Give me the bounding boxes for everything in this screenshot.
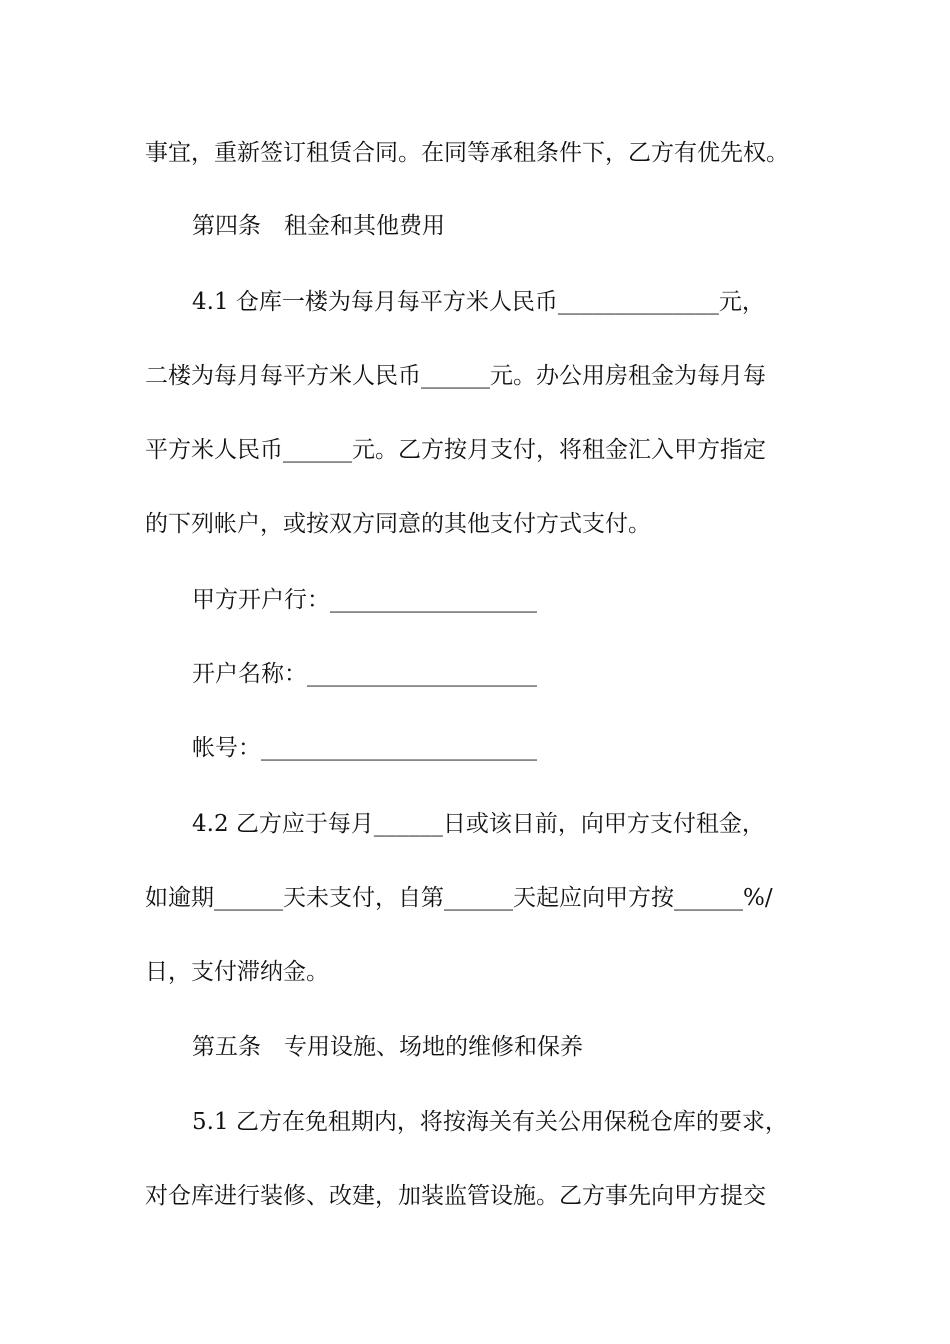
clause-4-1-line-3: 平方米人民币______元。乙方按月支付，将租金汇入甲方指定 [145,437,766,463]
clause-4-2-line-3: 日，支付滞纳金。 [145,959,329,985]
account-name-field: 开户名称：____________________ [192,661,537,687]
clause-5-1-line-2: 对仓库进行装修、改建，加装监管设施。乙方事先向甲方提交 [145,1183,766,1209]
clause-4-1-line-4: 的下列帐户，或按双方同意的其他支付方式支付。 [145,511,651,537]
account-number-field: 帐号：________________________ [192,735,537,761]
text-line-1: 事宜，重新签订租赁合同。在同等承租条件下，乙方有优先权。 [145,140,789,166]
clause-4-1-line-1: 4.1 仓库一楼为每月每平方米人民币______________元， [192,289,765,315]
clause-4-1-line-2: 二楼为每月每平方米人民币______元。办公用房租金为每月每 [145,363,766,389]
article-4-heading: 第四条 租金和其他费用 [192,213,445,239]
clause-5-1-line-1: 5.1 乙方在免租期内，将按海关有关公用保税仓库的要求， [192,1109,788,1135]
article-5-heading: 第五条 专用设施、场地的维修和保养 [192,1034,583,1060]
bank-field: 甲方开户行：__________________ [192,587,537,613]
clause-4-2-line-1: 4.2 乙方应于每月______日或该日前，向甲方支付租金， [192,811,765,837]
clause-4-2-line-2: 如逾期______天未支付，自第______天起应向甲方按______%/ [145,885,773,911]
